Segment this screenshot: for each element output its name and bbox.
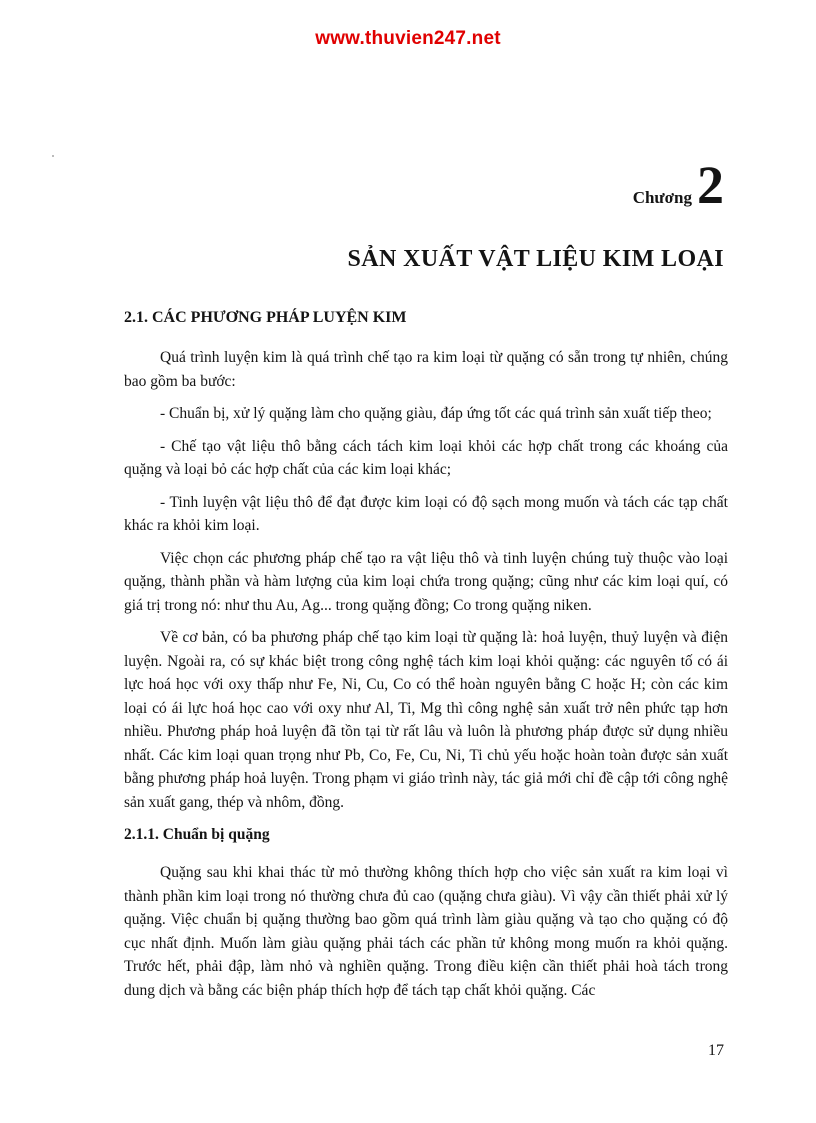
paragraph-method-choice: Việc chọn các phương pháp chế tạo ra vật liệu thô và tinh luyện chúng tuỳ thuộc vào loại quặng, thành phần và hàm lượng của kim loại chứa trong quặng; cũng như các kim loại quí, có giá trị trong nó: như thu Au, Ag... trong quặng đồng; Co trong quặng niken. [124, 549, 728, 614]
chapter-label: Chương [632, 188, 692, 207]
chapter-title: SẢN XUẤT VẬT LIỆU KIM LOẠI [347, 246, 724, 272]
chapter-number: 2 [697, 155, 724, 215]
paragraph-intro: Quá trình luyện kim là quá trình chế tạo ra kim loại từ quặng có sẵn trong tự nhiên, chúng bao gồm ba bước: [124, 349, 728, 390]
paragraph-step-1: - Chuẩn bị, xử lý quặng làm cho quặng giàu, đáp ứng tốt các quá trình sản xuất tiếp theo; [160, 405, 712, 422]
chapter-heading [632, 155, 724, 215]
watermark-url[interactable]: www.thuvien247.net [315, 28, 501, 49]
paragraph-methods: Về cơ bản, có ba phương pháp chế tạo kim loại từ quặng là: hoả luyện, thuỷ luyện và điện luyện. Ngoài ra, có sự khác biệt trong công nghệ tách kim loại khỏi quặng: các nguyên tố có ái lực hoá học với oxy thấp như Fe, Ni, Cu, Co có thể hoàn nguyên bằng C hoặc H; còn các kim loại có ái lực hoá học cao với oxy như Al, Ti, Mg thì công nghệ sản xuất trở nên phức tạp hơn nhiều. Phương pháp hoả luyện đã tồn tại từ rất lâu và luôn là phương pháp được sử dụng nhiều nhất. Các kim loại quan trọng như Pb, Co, Fe, Cu, Ni, Ti chủ yếu hoặc hoàn toàn được sản xuất bằng phương pháp hoả luyện. Trong phạm vi giáo trình này, tác giả mới chỉ đề cập tới công nghệ sản xuất gang, thép và nhôm, đồng. [124, 629, 728, 811]
paragraph-ore-preparation: Quặng sau khi khai thác từ mỏ thường không thích hợp cho việc sản xuất ra kim loại vì thành phần kim loại trong nó thường chưa đủ cao (quặng chưa giàu). Vì vậy cần thiết phải xử lý quặng. Việc chuẩn bị quặng thường bao gồm quá trình làm giàu quặng và tạo cho quặng có độ cục nhất định. Muốn làm giàu quặng phải tách các phần tử không mong muốn ra khỏi quặng. Trước hết, phải đập, làm nhỏ và nghiền quặng. Trong điều kiện cần thiết phải hoà tách trong dung dịch và bằng các biện pháp thích hợp để tách tạp chất khỏi quặng. Các [124, 864, 728, 999]
page-number: 17 [708, 1042, 724, 1059]
paragraph-step-2: - Chế tạo vật liệu thô bằng cách tách kim loại khỏi các hợp chất trong các khoáng của quặng và loại bỏ các hợp chất của các kim loại khác; [124, 437, 728, 478]
page-body [124, 306, 728, 1011]
section-heading: 2.1. CÁC PHƯƠNG PHÁP LUYỆN KIM [124, 309, 407, 326]
scan-speck [52, 155, 54, 157]
paragraph-step-3: - Tinh luyện vật liệu thô để đạt được kim loại có độ sạch mong muốn và tách các tạp chất khác ra khỏi kim loại. [124, 493, 728, 534]
subsection-heading: 2.1.1. Chuẩn bị quặng [124, 826, 270, 843]
